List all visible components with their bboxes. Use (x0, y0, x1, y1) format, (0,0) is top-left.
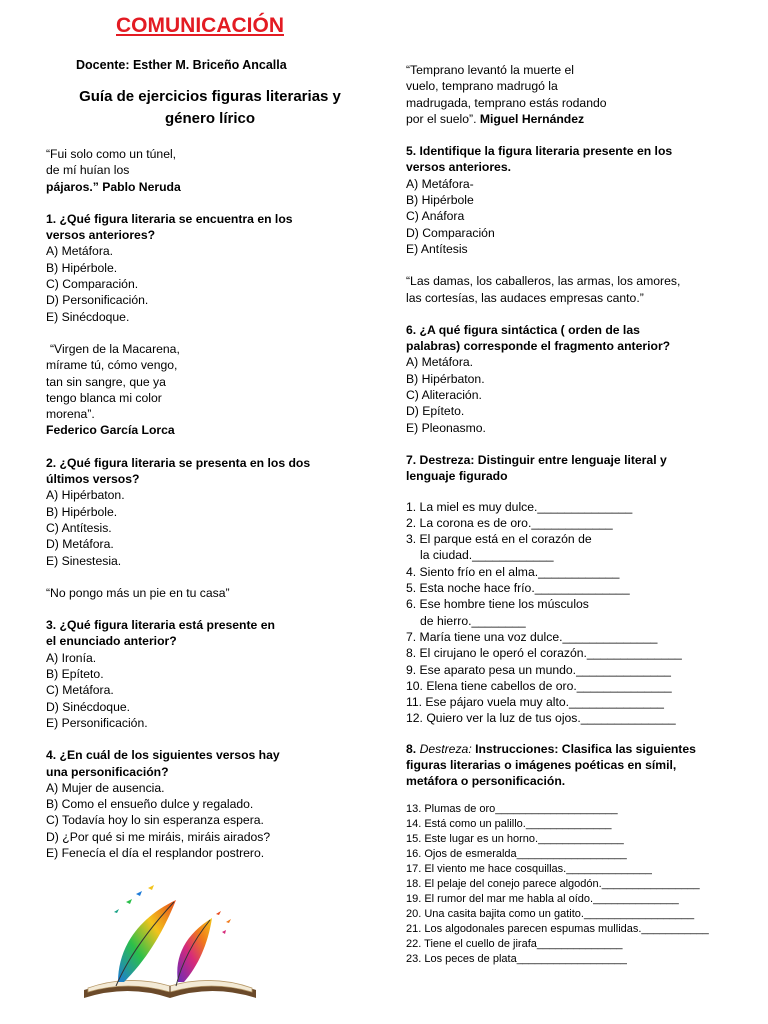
option: B) Hipérbole. (46, 504, 118, 519)
option: B) Hipérbole. (46, 260, 118, 275)
option: B) Hipérbole (406, 193, 474, 208)
question-4: 4. ¿En cuál de los siguientes versos hay una personificación? (46, 748, 280, 779)
exercise-item: 20. Una casita bajita como un gatito.__________________ (406, 907, 695, 920)
exercise-item: 4. Siento frío en el alma.____________ (406, 564, 620, 579)
quote-lorca: “Virgen de la Macarena, mírame tú, cómo vengo, tan sin sangre, que ya tengo blanca mi color morena”. Federico García Lorca (46, 341, 180, 438)
option: C) Aliteración. (406, 388, 482, 403)
question-8-items (406, 802, 736, 967)
page-title: COMUNICACIÓN (116, 14, 284, 37)
exercise-item: 9. Ese aparato pesa un mundo.______________ (406, 662, 671, 677)
question-8: 8. Destreza: Instrucciones: Clasifica las siguientes figuras literarias o imágenes poéticas en símil, metáfora o personificación. (406, 741, 696, 789)
question-1-options (46, 243, 356, 324)
question-6-options (406, 354, 736, 435)
option: E) Pleonasmo. (406, 420, 486, 435)
option: E) Fenecía el día el resplandor postrero. (46, 845, 265, 860)
option: B) Hipérbaton. (406, 371, 485, 386)
question-3: 3. ¿Qué figura literaria está presente en el enunciado anterior? (46, 618, 275, 649)
worksheet-subtitle: Guía de ejercicios figuras literarias y género lírico (79, 88, 341, 127)
exercise-item: 2. La corona es de oro.____________ (406, 515, 613, 530)
exercise-item: 11. Ese pájaro vuela muy alto.______________ (406, 695, 664, 710)
option: A) Mujer de ausencia. (46, 780, 165, 795)
exercise-item: 22. Tiene el cuello de jirafa______________ (406, 937, 623, 950)
exercise-item: 14. Está como un palillo.______________ (406, 817, 612, 830)
exercise-item: la ciudad.____________ (420, 548, 554, 563)
question-5: 5. Identifique la figura literaria presente en los versos anteriores. (406, 144, 673, 175)
question-3-options (46, 650, 356, 731)
quote-casa: “No pongo más un pie en tu casa” (46, 585, 230, 600)
exercise-item: 21. Los algodonales parecen espumas mullidas.___________ (406, 922, 709, 935)
exercise-item: 15. Este lugar es un horno.______________ (406, 832, 624, 845)
option: D) Personificación. (46, 293, 149, 308)
exercise-item: 17. El viento me hace cosquillas.______________ (406, 862, 652, 875)
exercise-item: 3. El parque está en el corazón de (406, 532, 592, 547)
exercise-item: 6. Ese hombre tiene los músculos (406, 597, 589, 612)
right-column (406, 62, 736, 967)
question-4-options (46, 780, 356, 861)
teacher-name: Docente: Esther M. Briceño Ancalla (76, 58, 287, 72)
option: C) Comparación. (46, 277, 139, 292)
exercise-item: 5. Esta noche hace frío.______________ (406, 581, 630, 596)
option: D) ¿Por qué si me miráis, miráis airados? (46, 829, 271, 844)
book-feathers-icon (78, 878, 262, 1006)
option: E) Sinestesia. (46, 553, 122, 568)
quote-hernandez: “Temprano levantó la muerte el vuelo, temprano madrugó la madrugada, temprano estás rodando por el suelo”. Miguel Hernández (406, 63, 607, 126)
exercise-item: 19. El rumor del mar me habla al oído.______________ (406, 892, 679, 905)
exercise-item: 10. Elena tiene cabellos de oro.______________ (406, 678, 672, 693)
option: D) Comparación (406, 225, 495, 240)
question-6: 6. ¿A qué figura sintáctica ( orden de las palabras) corresponde el fragmento anterior? (406, 322, 671, 354)
option: C) Antítesis. (46, 520, 112, 535)
option: D) Epíteto. (406, 404, 465, 419)
option: D) Metáfora. (46, 537, 114, 552)
question-7-items (406, 499, 736, 727)
exercise-item: 7. María tiene una voz dulce.______________ (406, 629, 658, 644)
quote-neruda: “Fui solo como un túnel, de mí huían los pájaros.” Pablo Neruda (46, 147, 181, 194)
question-5-options (406, 176, 736, 257)
exercise-item: de hierro.________ (420, 613, 526, 628)
exercise-item: 23. Los peces de plata__________________ (406, 952, 627, 965)
question-7: 7. Destreza: Distinguir entre lenguaje literal y lenguaje figurado (406, 452, 667, 484)
option: E) Sinécdoque. (46, 309, 130, 324)
option: E) Personificación. (46, 715, 148, 730)
exercise-item: 1. La miel es muy dulce.______________ (406, 499, 633, 514)
option: B) Como el ensueño dulce y regalado. (46, 797, 254, 812)
question-2: 2. ¿Qué figura literaria se presenta en los dos últimos versos? (46, 455, 311, 487)
question-2-options (46, 487, 356, 568)
exercise-item: 16. Ojos de esmeralda__________________ (406, 847, 627, 860)
quote-ariosto: “Las damas, los caballeros, las armas, los amores, las cortesías, las audaces empresas canto.” (406, 274, 681, 305)
option: D) Sinécdoque. (46, 699, 131, 714)
question-1: 1. ¿Qué figura literaria se encuentra en los versos anteriores? (46, 211, 293, 243)
option: A) Metáfora. (406, 355, 474, 370)
exercise-item: 12. Quiero ver la luz de tus ojos.______________ (406, 711, 676, 726)
option: C) Todavía hoy lo sin esperanza espera. (46, 813, 264, 828)
option: A) Hipérbaton. (46, 488, 125, 503)
exercise-item: 13. Plumas de oro____________________ (406, 802, 618, 815)
exercise-item: 18. El pelaje del conejo parece algodón.________________ (406, 877, 700, 890)
option: A) Ironía. (46, 650, 97, 665)
exercise-item: 8. El cirujano le operó el corazón.______________ (406, 646, 682, 661)
option: C) Metáfora. (46, 683, 114, 698)
option: E) Antítesis (406, 241, 468, 256)
left-column (46, 146, 356, 861)
option: C) Anáfora (406, 209, 465, 224)
option: A) Metáfora- (406, 176, 474, 191)
option: B) Epíteto. (46, 667, 104, 682)
option: A) Metáfora. (46, 244, 114, 259)
